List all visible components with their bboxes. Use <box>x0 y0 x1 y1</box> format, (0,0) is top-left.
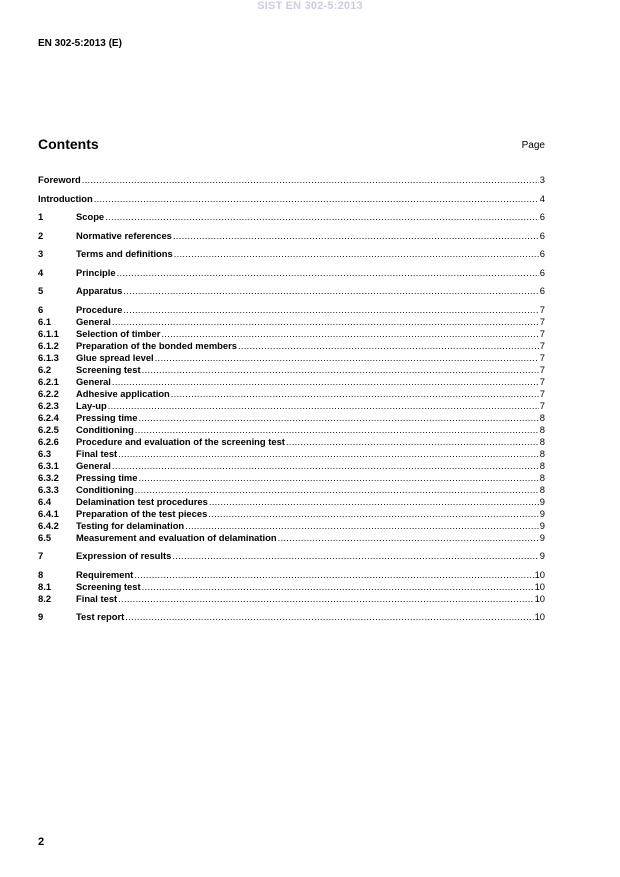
toc-leader-dots <box>105 211 539 223</box>
toc-leader-dots <box>117 267 539 279</box>
toc-entry-title: General <box>76 315 111 327</box>
toc-leader-dots <box>135 424 539 436</box>
toc-leader-dots <box>82 174 539 186</box>
toc-leader-dots <box>135 484 539 496</box>
toc-leader-dots <box>173 230 539 242</box>
toc-entry[interactable] <box>38 532 545 544</box>
toc-entry[interactable] <box>38 352 545 364</box>
toc-entry-title: Adhesive application <box>76 387 170 399</box>
toc-leader-dots <box>112 460 539 472</box>
toc-leader-dots <box>118 448 539 460</box>
toc-entry-title: Lay-up <box>76 399 107 411</box>
toc-leader-dots <box>238 340 539 352</box>
toc-entry[interactable] <box>38 496 545 508</box>
toc-leader-dots <box>278 532 539 544</box>
toc-entry[interactable] <box>38 484 545 496</box>
toc-entry-title: Foreword <box>38 174 81 185</box>
table-of-contents <box>38 174 545 623</box>
document-id: EN 302-5:2013 (E) <box>38 38 122 49</box>
toc-entry[interactable] <box>38 550 545 562</box>
toc-leader-dots <box>208 508 538 520</box>
toc-entry-page: 7 <box>539 387 545 399</box>
toc-leader-dots <box>161 328 538 340</box>
toc-leader-dots <box>108 400 539 412</box>
toc-entry[interactable] <box>38 448 545 460</box>
toc-entry-page: 8 <box>539 483 545 495</box>
toc-entry-page: 7 <box>539 315 545 327</box>
toc-entry-number: 2 <box>38 229 44 241</box>
toc-entry[interactable] <box>38 508 545 520</box>
toc-entry[interactable] <box>38 364 545 376</box>
toc-entry-page: 9 <box>539 550 545 561</box>
toc-entry-title: General <box>76 375 111 387</box>
toc-entry-number: 6.2 <box>38 363 52 375</box>
toc-entry-page: 3 <box>539 174 545 185</box>
toc-entry-page: 7 <box>539 339 545 351</box>
toc-entry[interactable] <box>38 340 545 352</box>
toc-entry-title: Expression of results <box>76 550 172 561</box>
toc-leader-dots <box>125 611 533 623</box>
toc-entry-page: 8 <box>539 411 545 423</box>
toc-entry-number: 8.1 <box>38 580 52 592</box>
toc-leader-dots <box>286 436 539 448</box>
toc-entry-title: Final test <box>76 592 118 604</box>
toc-entry-title: Final test <box>76 447 118 459</box>
toc-entry-number: 6.2.6 <box>38 435 59 447</box>
toc-leader-dots <box>123 304 538 316</box>
toc-entry-number: 7 <box>38 550 44 561</box>
toc-entry-title: Testing for delamination <box>76 519 185 531</box>
toc-entry-page: 6 <box>539 248 545 259</box>
toc-entry-page: 6 <box>539 266 545 278</box>
toc-entry-number: 6.3.3 <box>38 483 59 495</box>
toc-entry-title: Measurement and evaluation of delamination <box>76 531 277 543</box>
toc-entry[interactable] <box>38 376 545 388</box>
toc-entry-number: 9 <box>38 611 44 622</box>
toc-entry[interactable] <box>38 460 545 472</box>
toc-entry-page: 10 <box>534 568 545 580</box>
toc-entry[interactable] <box>38 267 545 279</box>
toc-entry-page: 10 <box>534 611 545 622</box>
toc-entry-page: 8 <box>539 423 545 435</box>
toc-entry[interactable] <box>38 412 545 424</box>
toc-leader-dots <box>174 248 539 260</box>
page-title: Contents <box>38 136 99 152</box>
toc-entry-number: 6.2.1 <box>38 375 59 387</box>
toc-entry-title: Scope <box>76 211 105 222</box>
toc-leader-dots <box>94 193 539 205</box>
toc-entry[interactable] <box>38 593 545 605</box>
toc-entry-page: 10 <box>534 580 545 592</box>
toc-entry-page: 7 <box>539 327 545 339</box>
toc-leader-dots <box>209 496 539 508</box>
toc-leader-dots <box>142 581 534 593</box>
toc-entry-number: 4 <box>38 266 44 278</box>
toc-entry-page: 9 <box>539 495 545 507</box>
toc-entry[interactable] <box>38 400 545 412</box>
toc-leader-dots <box>123 285 538 297</box>
toc-entry-number: 6.2.5 <box>38 423 59 435</box>
toc-leader-dots <box>171 388 539 400</box>
toc-entry-number: 1 <box>38 211 44 222</box>
toc-entry-page: 7 <box>539 399 545 411</box>
toc-leader-dots <box>142 364 539 376</box>
toc-entry-title: Principle <box>76 266 116 278</box>
toc-entry-page: 7 <box>539 303 545 315</box>
toc-entry-number: 6.1 <box>38 315 52 327</box>
toc-leader-dots <box>134 569 533 581</box>
toc-entry-title: Normative references <box>76 229 172 241</box>
toc-entry-title: Screening test <box>76 363 141 375</box>
toc-entry-number: 6.3 <box>38 447 52 459</box>
toc-entry[interactable] <box>38 472 545 484</box>
toc-entry[interactable] <box>38 230 545 242</box>
toc-entry-page: 8 <box>539 447 545 459</box>
toc-leader-dots <box>138 472 538 484</box>
toc-entry-page: 6 <box>539 285 545 296</box>
toc-entry-page: 9 <box>539 531 545 543</box>
toc-entry-page: 7 <box>539 351 545 363</box>
toc-entry-number: 6.2.3 <box>38 399 59 411</box>
toc-entry-page: 6 <box>539 211 545 222</box>
toc-entry-number: 6.1.1 <box>38 327 59 339</box>
toc-entry-page: 4 <box>539 192 545 204</box>
toc-entry-title: Pressing time <box>76 471 138 483</box>
toc-entry[interactable] <box>38 424 545 436</box>
toc-entry[interactable] <box>38 304 545 316</box>
toc-entry-title: Requirement <box>76 568 134 580</box>
toc-entry-number: 6.4.1 <box>38 507 59 519</box>
toc-entry-page: 7 <box>539 375 545 387</box>
toc-entry[interactable] <box>38 611 545 623</box>
toc-entry[interactable] <box>38 174 545 186</box>
toc-entry-page: 7 <box>539 363 545 375</box>
toc-entry[interactable] <box>38 520 545 532</box>
toc-entry-number: 6.2.2 <box>38 387 59 399</box>
toc-entry-page: 10 <box>534 592 545 604</box>
toc-entry-page: 9 <box>539 507 545 519</box>
toc-entry-number: 6.1.3 <box>38 351 59 363</box>
toc-entry-page: 8 <box>539 459 545 471</box>
toc-entry-title: Procedure and evaluation of the screening test <box>76 435 285 447</box>
toc-entry-page: 6 <box>539 229 545 241</box>
toc-entry-title: Glue spread level <box>76 351 154 363</box>
toc-entry[interactable] <box>38 211 545 223</box>
toc-entry-page: 9 <box>539 519 545 531</box>
toc-entry-title: Test report <box>76 611 125 622</box>
toc-entry-title: Terms and definitions <box>76 248 173 259</box>
toc-entry-title: Pressing time <box>76 411 138 423</box>
page-column-label: Page <box>521 140 545 151</box>
toc-leader-dots <box>172 550 538 562</box>
toc-entry[interactable] <box>38 285 545 297</box>
toc-entry-number: 6.3.1 <box>38 459 59 471</box>
page-number: 2 <box>38 836 45 848</box>
toc-entry-title: Conditioning <box>76 423 134 435</box>
toc-entry[interactable] <box>38 248 545 260</box>
toc-entry-title: Introduction <box>38 192 93 204</box>
toc-entry-number: 6.4 <box>38 495 52 507</box>
toc-entry-number: 8 <box>38 568 44 580</box>
toc-entry-title: Preparation of the bonded members <box>76 339 237 351</box>
toc-entry-title: Procedure <box>76 303 123 315</box>
toc-entry-number: 6.3.2 <box>38 471 59 483</box>
toc-entry-title: Preparation of the test pieces <box>76 507 208 519</box>
toc-entry[interactable] <box>38 193 545 205</box>
toc-entry-title: Selection of timber <box>76 327 161 339</box>
toc-entry-number: 8.2 <box>38 592 52 604</box>
toc-leader-dots <box>138 412 538 424</box>
toc-leader-dots <box>112 316 539 328</box>
watermark: SIST EN 302-5:2013 <box>257 0 363 12</box>
toc-entry-title: Delamination test procedures <box>76 495 208 507</box>
toc-entry[interactable] <box>38 388 545 400</box>
toc-entry-title: Conditioning <box>76 483 134 495</box>
toc-leader-dots <box>112 376 539 388</box>
toc-entry-number: 6.5 <box>38 531 52 543</box>
toc-entry-page: 8 <box>539 471 545 483</box>
toc-entry-number: 6.2.4 <box>38 411 59 423</box>
toc-entry-number: 6 <box>38 303 44 315</box>
toc-entry[interactable] <box>38 569 545 581</box>
toc-entry-number: 6.1.2 <box>38 339 59 351</box>
toc-entry[interactable] <box>38 328 545 340</box>
toc-entry-number: 6.4.2 <box>38 519 59 531</box>
toc-entry[interactable] <box>38 581 545 593</box>
toc-entry-title: Screening test <box>76 580 141 592</box>
toc-entry-page: 8 <box>539 435 545 447</box>
toc-entry-title: Apparatus <box>76 285 123 296</box>
toc-leader-dots <box>185 520 539 532</box>
toc-leader-dots <box>118 593 533 605</box>
toc-entry[interactable] <box>38 316 545 328</box>
toc-entry-number: 3 <box>38 248 44 259</box>
toc-entry[interactable] <box>38 436 545 448</box>
toc-entry-title: General <box>76 459 111 471</box>
toc-entry-number: 5 <box>38 285 44 296</box>
toc-leader-dots <box>155 352 539 364</box>
